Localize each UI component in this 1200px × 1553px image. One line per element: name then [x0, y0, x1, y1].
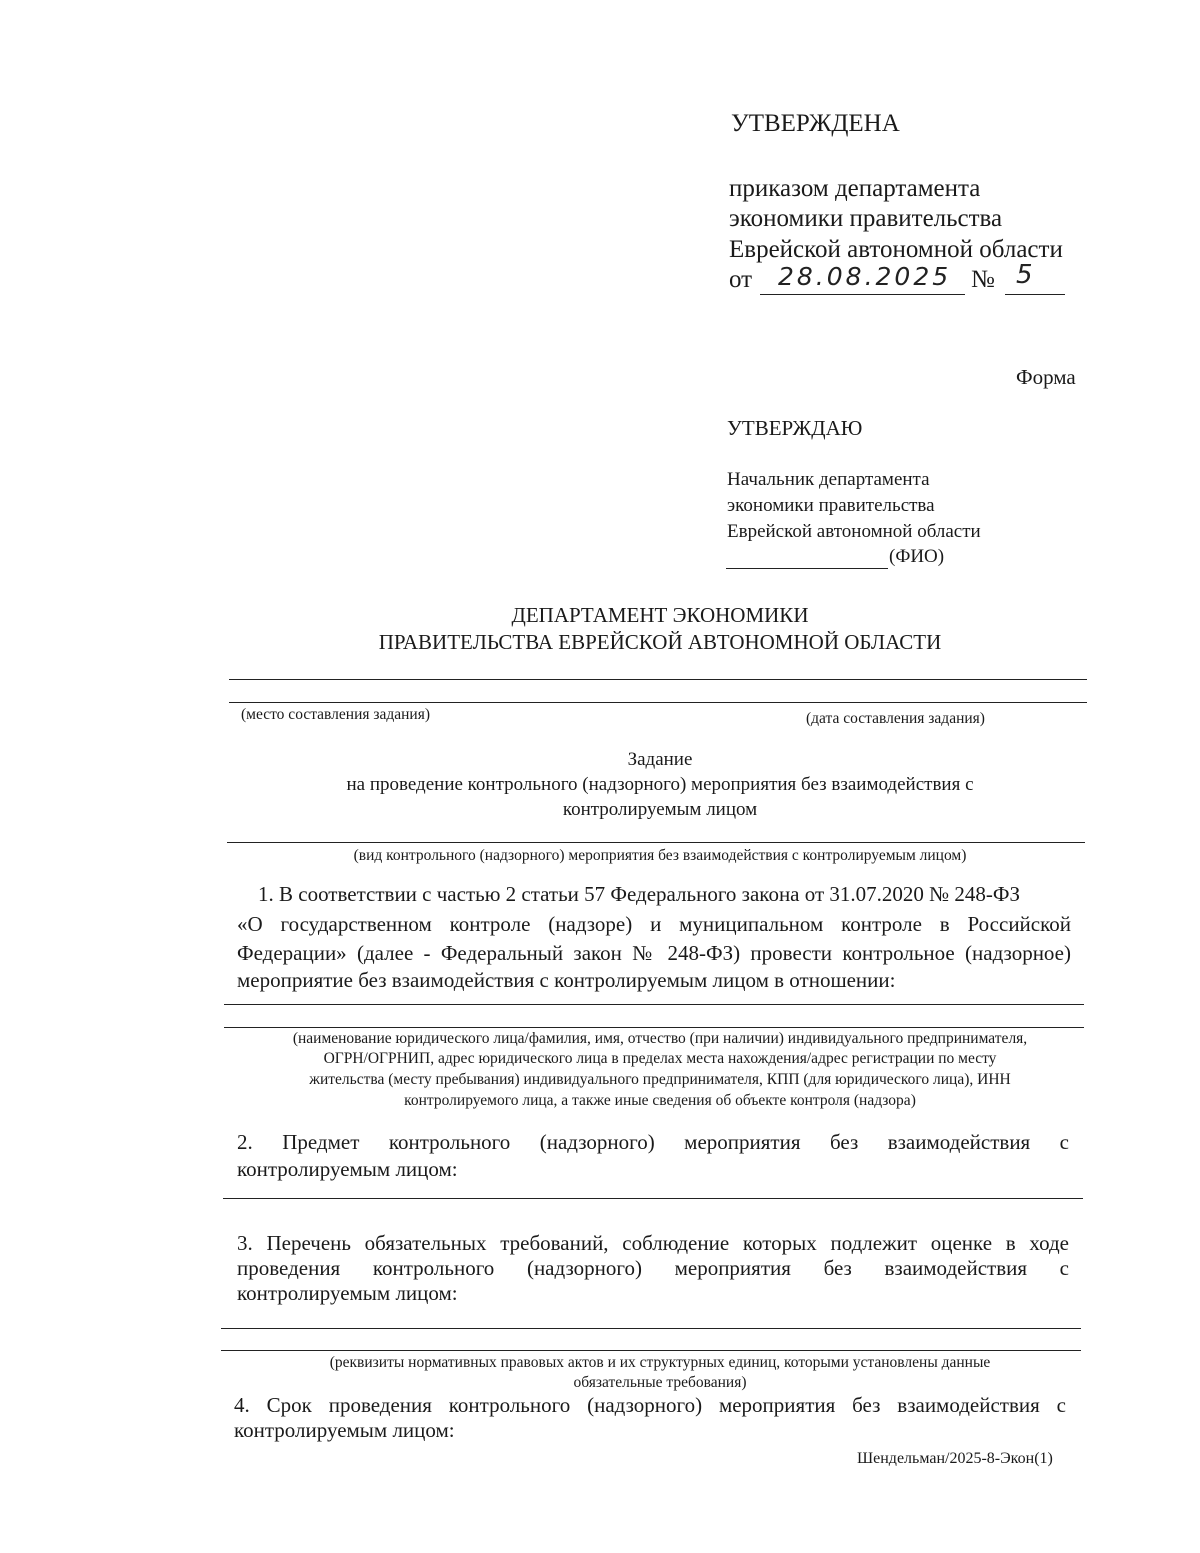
- section-1-line-3: Федерации» (далее - Федеральный закон № 248-ФЗ) провести контрольное (надзорное): [237, 941, 1071, 965]
- approval-number-line: [1005, 294, 1065, 295]
- approval-from-label: от: [729, 266, 753, 293]
- section-3-line-3: контролируемым лицом:: [237, 1281, 458, 1305]
- approve-line-2: экономики правительства: [727, 495, 935, 516]
- requisites-rule-1: [221, 1328, 1081, 1329]
- kind-caption: (вид контрольного (надзорного) мероприятия без взаимодействия с контролируемым лицом): [353, 847, 967, 864]
- approval-date-line: [760, 294, 965, 295]
- task-title: Задание: [627, 749, 693, 770]
- org-line-1: ДЕПАРТАМЕНТ ЭКОНОМИКИ: [511, 603, 809, 627]
- task-subtitle-2: контролируемым лицом: [562, 799, 758, 820]
- section-3-line-1: 3. Перечень обязательных требований, соблюдение которых подлежит оценке в ходе: [237, 1231, 1069, 1255]
- section-2-line-2: контролируемым лицом:: [237, 1157, 458, 1181]
- section-4-line-1: 4. Срок проведения контрольного (надзорного) мероприятия без взаимодействия с: [234, 1393, 1066, 1417]
- approval-number-handwritten: 5: [1016, 260, 1036, 290]
- section-1-line-2: «О государственном контроле (надзоре) и муниципальном контроле в Российской: [237, 912, 1071, 936]
- section-3-line-2: проведения контрольного (надзорного) мероприятия без взаимодействия с: [237, 1256, 1069, 1280]
- approval-line-1: приказом департамента: [729, 175, 981, 202]
- entity-caption-line-2: ОГРН/ОГРНИП, адрес юридического лица в пределах места нахождения/адрес регистрации по месту: [323, 1050, 997, 1067]
- section-1-line-4: мероприятие без взаимодействия с контролируемым лицом в отношении:: [237, 968, 896, 992]
- approve-title: УТВЕРЖДАЮ: [727, 416, 863, 440]
- approve-line-1: Начальник департамента: [727, 469, 930, 490]
- requisites-caption-line-1: (реквизиты нормативных правовых актов и их структурных единиц, которыми установлены данные: [329, 1354, 991, 1371]
- approval-line-3: Еврейской автономной области: [729, 236, 1063, 263]
- approval-number-label: №: [971, 266, 995, 293]
- footer-code: Шендельман/2025-8-Экон(1): [857, 1450, 1053, 1467]
- task-subtitle-1: на проведение контрольного (надзорного) мероприятия без взаимодействия с: [346, 774, 974, 795]
- entity-caption-line-3: жительства (месту пребывания) индивидуального предпринимателя, КПП (для юридического лица), ИНН: [309, 1071, 1011, 1088]
- approval-line-2: экономики правительства: [729, 205, 1003, 232]
- org-line-2: ПРАВИТЕЛЬСТВА ЕВРЕЙСКОЙ АВТОНОМНОЙ ОБЛАСТИ: [378, 630, 942, 654]
- kind-rule: [227, 842, 1085, 843]
- approval-date-handwritten: 28.08.2025: [778, 262, 952, 291]
- section-2-rule: [223, 1198, 1083, 1199]
- org-rule-1: [229, 679, 1087, 680]
- entity-caption-line-4: контролируемого лица, а также иные сведения об объекте контроля (надзора): [404, 1092, 916, 1109]
- approval-title: УТВЕРЖДЕНА: [731, 110, 900, 137]
- section-2-line-1: 2. Предмет контрольного (надзорного) мероприятия без взаимодействия с: [237, 1130, 1069, 1154]
- org-rule-2: [229, 702, 1087, 703]
- fio-label: (ФИО): [889, 546, 945, 567]
- entity-rule-2: [224, 1027, 1084, 1028]
- section-1-line-1: 1. В соответствии с частью 2 статьи 57 Федерального закона от 31.07.2020 № 248-ФЗ: [258, 882, 1021, 906]
- entity-rule-1: [224, 1004, 1084, 1005]
- form-label: Форма: [1016, 365, 1076, 389]
- approve-line-3: Еврейской автономной области: [727, 521, 981, 542]
- signature-line: [726, 568, 888, 569]
- entity-caption-line-1: (наименование юридического лица/фамилия, имя, отчество (при наличии) индивидуального предпринимателя,: [292, 1030, 1028, 1047]
- date-caption: (дата составления задания): [806, 710, 985, 727]
- requisites-rule-2: [221, 1350, 1081, 1351]
- requisites-caption-line-2: обязательные требования): [573, 1374, 747, 1391]
- place-caption: (место составления задания): [241, 706, 431, 723]
- section-4-line-2: контролируемым лицом:: [234, 1418, 455, 1442]
